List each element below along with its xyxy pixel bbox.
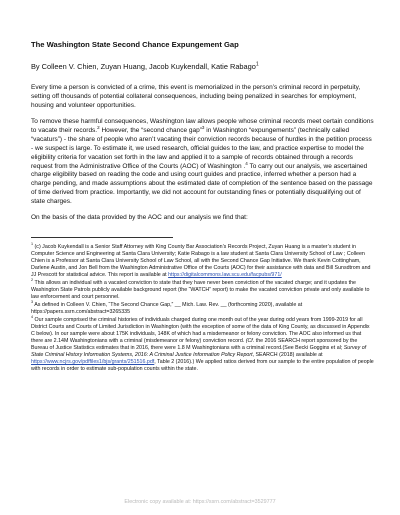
footnote-ref-1[interactable]: 1 <box>255 61 259 68</box>
footnote-1-link[interactable]: https://digitalcommons.law.scu.edu/facpubs/971/ <box>168 271 282 278</box>
footnote-1-mark: 1 <box>31 241 34 246</box>
findings-intro: On the basis of the data provided by the AOC and our analysis we find that: <box>31 213 248 221</box>
method-text-c: in Washington “expungements” (technically called “vacaturs”) - the share of people who aren’t vacating their conviction records because of hurdles in the petition process - we suspect is large. To estimate it, we used research, official guides to the law, and practice expertise to model the eligibility criteria for vacation set forth in the law and applied it to a sample of records obtained through a records request from the Administrative Office of the Courts (AOC) of Washington . <box>31 127 372 170</box>
footnote-ref-2[interactable]: 2 <box>97 125 100 131</box>
footnote-2-mark: 2 <box>31 277 34 282</box>
footnote-4-mark: 4 <box>31 315 34 320</box>
footnote-divider <box>31 237 173 238</box>
footnote-2-text: This allows an individual with a vacated conviction to state that they have never been conviction of the vacated charge; and it updates the Washington State Patrols publicly available background report (the “WATCH” report) to make the vacated conviction private and only available to law enforcement and court personnel. <box>31 279 370 300</box>
intro-paragraph: Every time a person is convicted of a crime, this event is memorialized in the person’s criminal record in perpetuity, setting off thousands of potential collateral consequences, including being penalized in searches for employment, housing and volunteer opportunities. <box>31 83 361 109</box>
footnote-3-text: As defined in Colleen V. Chien, “The Second Chance Gap,” __ Mich. Law. Rev. __ (forthcoming 2020), available at https://papers.ssrn.com/abstract=3265335 <box>31 301 303 315</box>
author-line <box>31 63 374 72</box>
method-paragraph <box>31 118 374 206</box>
authors-text: By Colleen V. Chien, Zuyan Huang, Jacob Kuykendall, Katie Rabago <box>31 62 256 72</box>
paper-body <box>31 40 374 374</box>
footnote-ref-3[interactable]: 3 <box>201 125 205 131</box>
footnote-1 <box>31 241 374 279</box>
method-text-d: To carry out our analysis, we ascertained charge eligibility based on reading the code and using court guides and practice, inferred whether a person had a charge pending, and made assumptions about the estimated date of completion of the sentence based on the passage of time derived from practice. Importantly, we did not account for outstanding fines or potentially disqualifying out of state charges. <box>31 162 373 205</box>
footnote-4-report-title: Survey of State Criminal History Information Systems, 2016: A Criminal Justice Information Policy Report <box>31 345 367 359</box>
footnote-4-text-c: , SEARCH (2018) available at <box>252 352 323 359</box>
footnote-3 <box>31 302 374 316</box>
method-text-b: However, the “second chance gap” <box>99 127 202 135</box>
paper-title: The Washington State Second Chance Expungement Gap <box>31 40 239 49</box>
footnote-4-text-d: , Table 2 (2016).) We applied ratios derived from our sample to the entire population of people with records in order to estimate sub-population counts within the state. <box>31 359 374 373</box>
footnote-3-mark: 3 <box>31 300 34 305</box>
footnote-ref-4[interactable]: 4 <box>245 160 248 166</box>
footnote-4-text-a: Our sample comprised the criminal histories of individuals charged during one month out of the year during odd years from 1999-2019 for all District Courts and Courts of Limited Jurisdiction in Washington (with the exception of some of the data of King County, as discussed in Appendix C below). In our sample were about 175K individuals, 148K of which had a misdemeanor or felony conviction. The AOC also informed us that there are 2.14M Washingtonians with a criminal (misdemeanor or felony) conviction record. <box>31 316 370 344</box>
method-text-a: To remove these harmful consequences, Washington law allows people whose criminal records meet certain conditions to vacate their records. <box>31 118 374 135</box>
ssrn-footer: Electronic copy available at: https://ssrn.com/abstract=3529777 <box>124 499 276 505</box>
footnote-4 <box>31 317 374 373</box>
footnote-1-text: (c) Jacob Kuykendall is a Senior Staff Attorney with King County Bar Association’s Records Project, Zuyan Huang is a master’s student in Computer Science and Engineering at Santa Clara University; Katie Rabago is a law student at Santa Clara University School of Law ; Colleen Chien is a Professor at Santa Clara University School of Law School, all with the Second Chance Gap Initiative. We thank Kevin Cottingham, Darlene Austin, and Jon Bell from the Washington Administrative Office of the Courts (AOC) for their assistance with data and Bill Sunsdtrom and JJ Prescott for statistical advice. This report is available at <box>31 243 371 278</box>
footnote-2 <box>31 277 374 301</box>
footnote-4-text-b: the 2016 SEARCH report sponsored by the Bureau of Justice Statistics estimates that in 2016, there were 1.8 M Washingtonians with a criminal record.(See Becki Goggins et al; <box>31 337 358 352</box>
footnote-4-cf: (Cf. <box>245 337 256 344</box>
footnote-4-link[interactable]: https://www.ncjrs.gov/pdffiles1/bjs/grants/251516.pdf <box>31 359 155 366</box>
